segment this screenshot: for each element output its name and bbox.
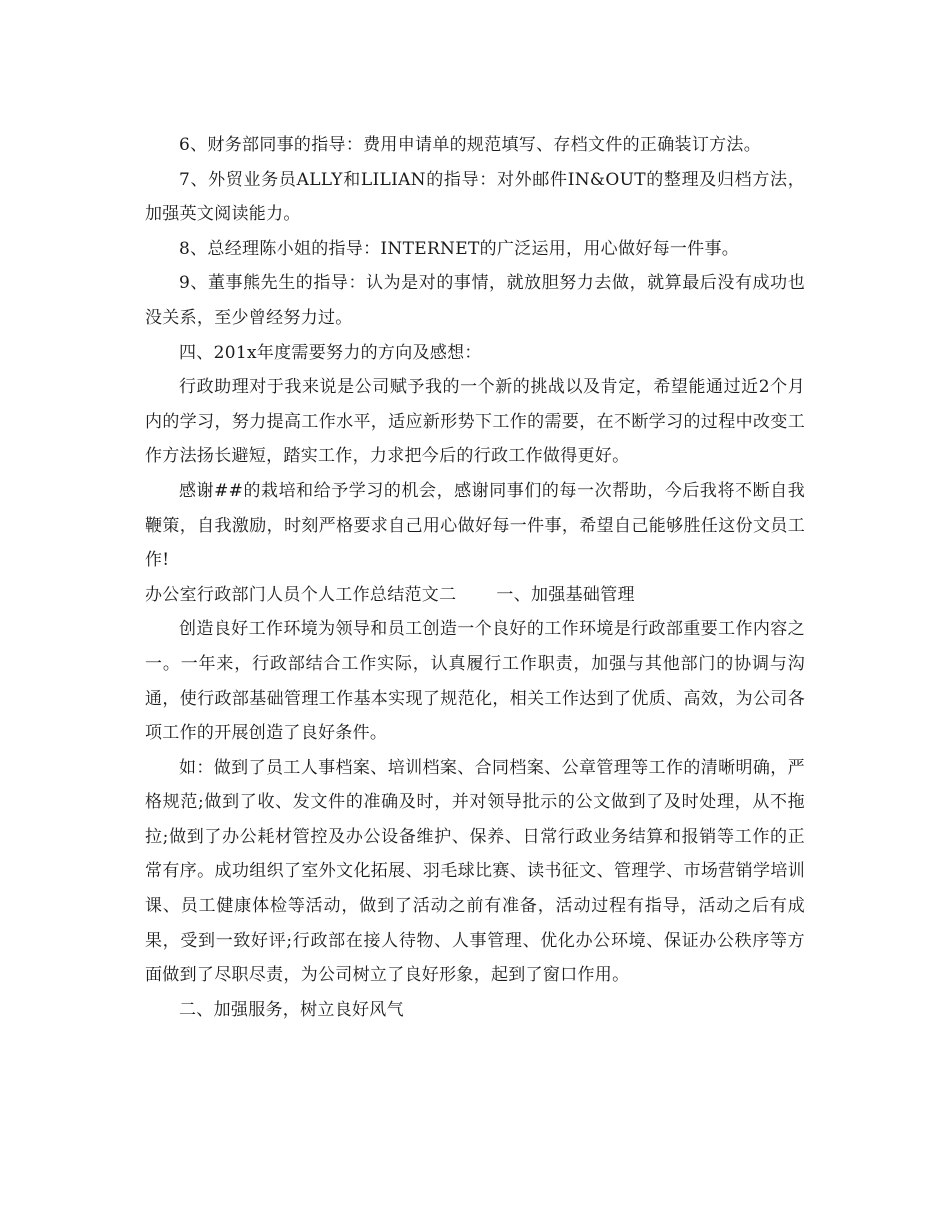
paragraph-work-environment: 创造良好工作环境为领导和员工创造一个良好的工作环境是行政部重要工作内容之一。一年来，行政部结合工作实际，认真履行工作职责，加强与其他部门的协调与沟通，使行政部基础管理工作基本实现了规范化，相关工作达到了优质、高效，为公司各项工作的开展创造了良好条件。 [145,619,805,744]
paragraph-service-heading: 二、加强服务，树立良好风气 [179,999,404,1020]
paragraph-manager-guidance: 8、总经理陈小姐的指导：INTERNET的广泛运用，用心做好每一件事。 [179,238,740,259]
paragraph-trade-guidance: 7、外贸业务员ALLY和LILIAN的指导：对外邮件IN&OUT的整理及归档方法，加强英文阅读能力。 [145,169,805,225]
paragraph-thanks: 感谢##的栽培和给予学习的机会，感谢同事们的每一次帮助，今后我将不断自我鞭策，自我激励，时刻严格要求自己用心做好每一件事，希望自己能够胜任这份文员工作! [145,480,805,571]
section-title: 办公室行政部门人员个人工作总结范文二 [145,584,457,605]
section-heading [145,578,805,613]
paragraph-director-guidance: 9、董事熊先生的指导：认为是对的事情，就放胆努力去做，就算最后没有成功也没关系，至少曾经努力过。 [145,273,805,328]
document-body [145,128,805,1027]
paragraph-section-four-heading: 四、201x年度需要努力的方向及感想： [179,342,482,363]
paragraph-finance-guidance: 6、财务部同事的指导：费用申请单的规范填写、存档文件的正确装订方法。 [179,135,762,155]
section-subtitle: 一、加强基础管理 [496,584,635,605]
paragraph-assistant-reflection: 行政助理对于我来说是公司赋予我的一个新的挑战以及肯定，希望能通过近2个月内的学习，努力提高工作水平，适应新形势下工作的需要，在不断学习的过程中改变工作方法扬长避短，踏实工作，力求把今后的行政工作做得更好。 [145,377,805,467]
paragraph-achievements: 如：做到了员工人事档案、培训档案、合同档案、公章管理等工作的清晰明确，严格规范;做到了收、发文件的准确及时，并对领导批示的公文做到了及时处理，从不拖拉;做到了办公耗材管控及办公设备维护、保养、日常行政业务结算和报销等工作的正常有序。成功组织了室外文化拓展、羽毛球比赛、读书征文、管理学、市场营销学培训课、员工健康体检等活动，做到了活动之前有准备，活动过程有指导，活动之后有成果，受到一致好评;行政部在接人待物、人事管理、优化办公环境、保证办公秩序等方面做到了尽职尽责，为公司树立了良好形象，起到了窗口作用。 [145,757,805,986]
